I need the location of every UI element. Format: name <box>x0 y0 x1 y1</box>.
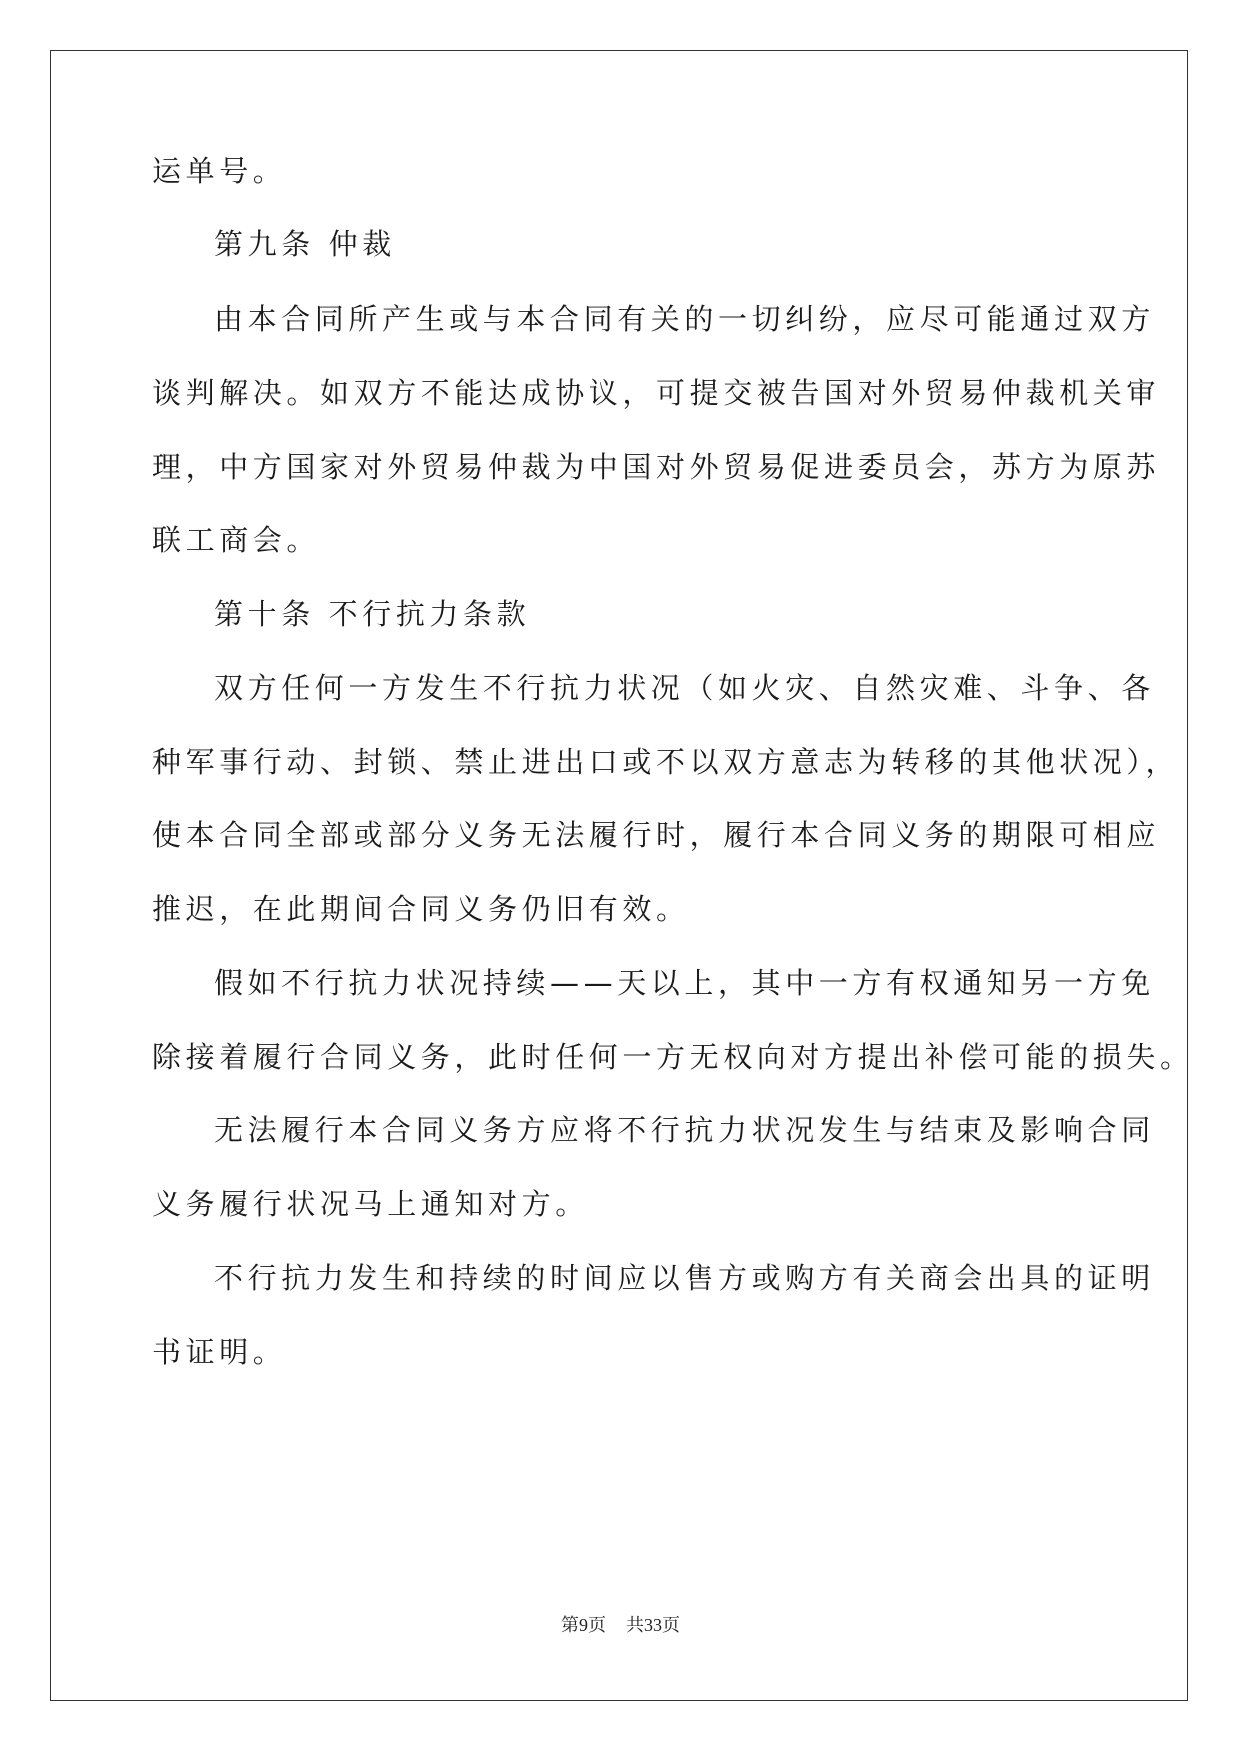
section-heading-force-majeure: 第十条 不行抗力条款 <box>214 597 531 631</box>
text-line: 种军事行动、封锁、禁止进出口或不以双方意志为转移的其他状况）， <box>152 745 1180 779</box>
section-heading-arbitration: 第九条 仲裁 <box>214 227 396 261</box>
text-line: 谈判解决。如双方不能达成协议，可提交被告国对外贸易仲裁机关审 <box>152 376 1161 410</box>
text-line: 书证明。 <box>152 1335 287 1369</box>
text-line: 义务履行状况马上通知对方。 <box>152 1187 589 1221</box>
page-footer <box>0 1614 1241 1636</box>
text-line: 除接着履行合同义务，此时任何一方无权向对方提出补偿可能的损失。 <box>152 1040 1194 1074</box>
text-line: 不行抗力发生和持续的时间应以售方或购方有关商会出具的证明 <box>214 1261 1155 1295</box>
page-number: 第9页 <box>561 1615 606 1635</box>
page-total: 共33页 <box>626 1615 680 1635</box>
text-line: 无法履行本合同义务方应将不行抗力状况发生与结束及影响合同 <box>214 1113 1155 1147</box>
text-line: 双方任何一方发生不行抗力状况（如火灾、自然灾难、斗争、各 <box>214 671 1155 705</box>
text-line: 推迟，在此期间合同义务仍旧有效。 <box>152 892 690 926</box>
text-line: 由本合同所产生或与本合同有关的一切纠纷，应尽可能通过双方 <box>214 302 1155 336</box>
page-border <box>50 50 1188 1701</box>
text-line: 运单号。 <box>152 154 287 188</box>
text-line: 联工商会。 <box>152 523 321 557</box>
text-line: 理，中方国家对外贸易仲裁为中国对外贸易促进委员会，苏方为原苏 <box>152 450 1161 484</box>
text-line: 使本合同全部或部分义务无法履行时，履行本合同义务的期限可相应 <box>152 818 1161 852</box>
text-line: 假如不行抗力状况持续——天以上，其中一方有权通知另一方免 <box>214 966 1155 1000</box>
